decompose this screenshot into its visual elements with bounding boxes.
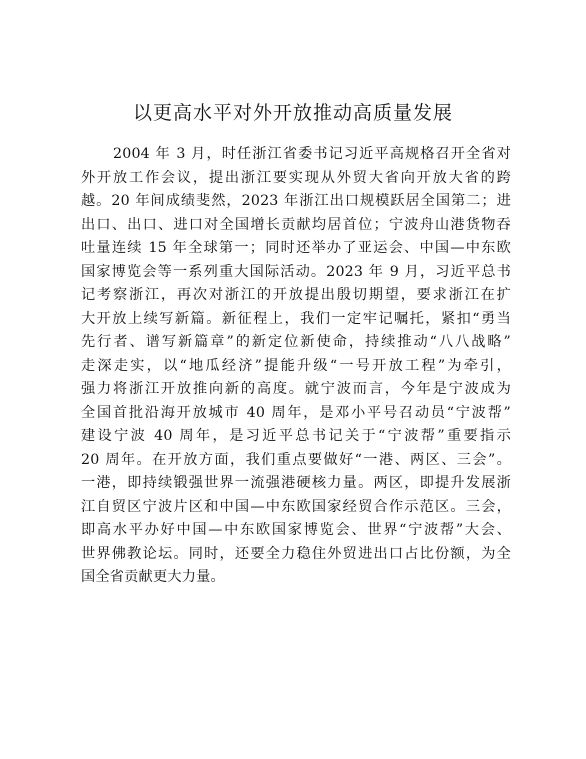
body-line: 走深走实，以“地瓜经济”提能升级“一号开放工程”为牵引， [81, 357, 511, 374]
document-title: 以更高水平对外开放推动高质量发展 [132, 102, 453, 124]
body-line: 大开放上续写新篇。新征程上，我们一定牢记嘱托，紧扣“勇当 [81, 310, 511, 327]
document-body [81, 143, 511, 590]
body-line: 记考察浙江，再次对浙江的开放提出殷切期望，要求浙江在扩 [81, 287, 511, 303]
body-line: 建设宁波 40 周年，是习近平总书记关于“宁波帮”重要指示 [81, 428, 511, 444]
body-line: 吐量连续 15 年全球第一；同时还举办了亚运会、中国—中东欧 [81, 240, 511, 256]
body-line: 先行者、谱写新篇章”的新定位新使命，持续推动“八八战略” [81, 334, 511, 350]
body-line: 出口、出口、进口对全国增长贡献均居首位；宁波舟山港货物吞 [81, 216, 511, 233]
body-line: 即高水平办好中国—中东欧国家博览会、世界“宁波帮”大会、 [81, 522, 511, 538]
body-line: 外开放工作会议，提出浙江要实现从外贸大省向开放大省的跨 [81, 169, 511, 186]
body-line: 一港，即持续锻强世界一流强港硬核力量。两区，即提升发展浙 [81, 475, 511, 491]
body-line: 2004 年 3 月，时任浙江省委书记习近平高规格召开全省对 [113, 146, 511, 162]
body-line: 全国首批沿海开放城市 40 周年，是邓小平号召动员“宁波帮” [81, 404, 511, 421]
body-line: 20 周年。在开放方面，我们重点要做好“一港、两区、三会”。 [81, 451, 511, 468]
body-line: 世界佛教论坛。同时，还要全力稳住外贸进出口占比份额，为全 [81, 545, 511, 562]
body-line: 国家博览会等一系列重大国际活动。2023 年 9 月，习近平总书 [81, 263, 511, 280]
body-line: 强力将浙江开放推向新的高度。就宁波而言，今年是宁波成为 [81, 381, 511, 397]
body-line: 越。20 年间成绩斐然，2023 年浙江出口规模跃居全国第二；进 [81, 193, 511, 209]
body-line: 国全省贡献更大力量。 [81, 569, 225, 585]
body-line: 江自贸区宁波片区和中国—中东欧国家经贸合作示范区。三会， [81, 498, 511, 515]
